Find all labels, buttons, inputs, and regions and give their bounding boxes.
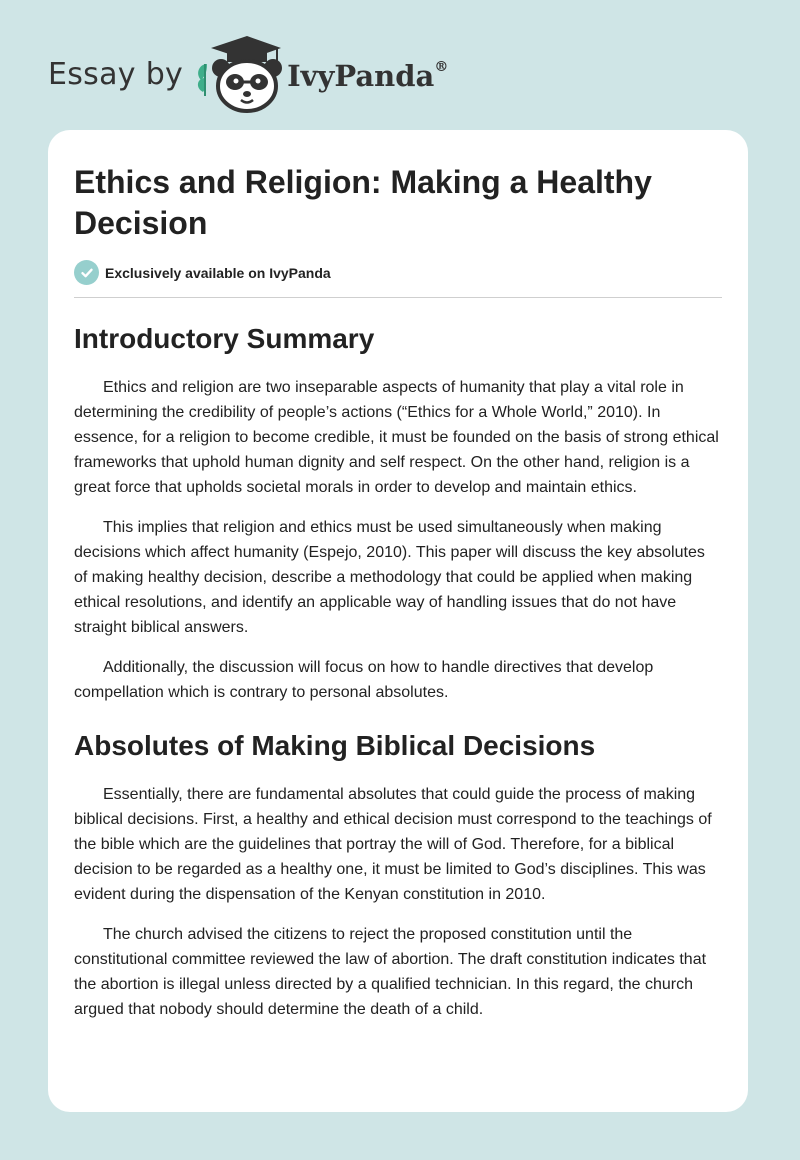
badge-text: Exclusively available on IvyPanda — [105, 264, 331, 281]
exclusive-badge — [74, 260, 722, 298]
paragraph: Ethics and religion are two inseparable aspects of humanity that play a vital role in determining the credibility of people’s actions (“Ethics for a Whole World,” 2010). In essence, for a religion to become credible, it must be founded on the basis of strong ethical frameworks that uphold human dignity and self respect. On the other hand, religion is a great force that upholds societal morals in order to develop and maintain ethics. — [74, 379, 719, 496]
brand-text: IvyPanda — [287, 59, 435, 93]
panda-graduate-logo-icon[interactable] — [193, 34, 283, 114]
brand-name[interactable] — [287, 59, 448, 93]
section-heading: Absolutes of Making Biblical Decisions — [74, 730, 596, 761]
registered-mark: ® — [434, 59, 449, 76]
paragraph: The church advised the citizens to reject the proposed constitution until the constitutional committee reviewed the law of abortion. The draft constitution indicates that the abortion is illegal unless directed by a qualified technician. In this regard, the church argued that nobody should determine the death of a child. — [74, 926, 707, 1018]
essay-by-label: Essay by — [48, 56, 184, 92]
paragraph: Additionally, the discussion will focus on how to handle directives that develop compellation which is contrary to personal absolutes. — [74, 659, 654, 701]
paragraph: This implies that religion and ethics must be used simultaneously when making decisions which affect humanity (Espejo, 2010). This paper will discuss the key absolutes of making healthy decision, describe a methodology that could be applied when making ethical resolutions, and identify an applicable way of handling issues that do not have straight biblical answers. — [74, 519, 705, 636]
check-icon — [74, 260, 99, 285]
site-header — [48, 34, 448, 114]
paragraph: Essentially, there are fundamental absolutes that could guide the process of making biblical decisions. First, a healthy and ethical decision must correspond to the teachings of the bible which are the guidelines that portray the will of God. Therefore, for a biblical decision to be regarded as a healthy one, it must be limited to God’s disciplines. This was evident during the dispensation of the Kenyan constitution in 2010. — [74, 786, 712, 903]
section-heading: Introductory Summary — [74, 323, 375, 354]
article-card — [48, 130, 748, 1112]
article-title: Ethics and Religion: Making a Healthy Decision — [74, 164, 652, 241]
